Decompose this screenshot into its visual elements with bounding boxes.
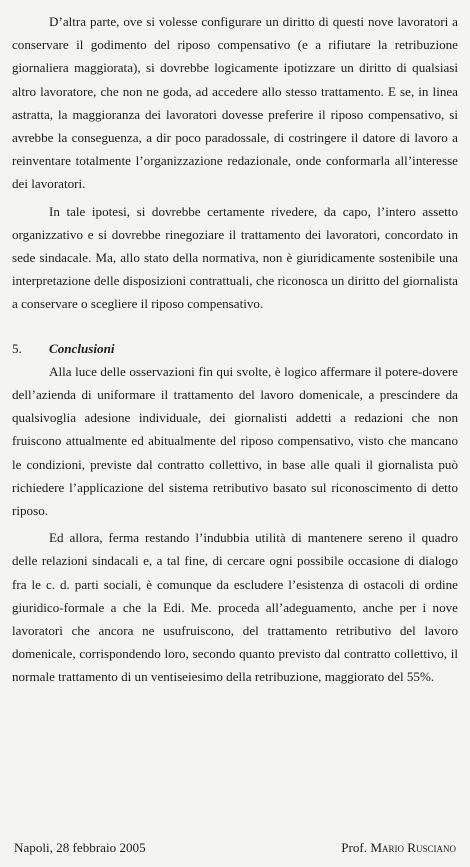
place-date: Napoli, 28 febbraio 2005 bbox=[14, 840, 146, 855]
section-heading bbox=[12, 337, 458, 360]
section-title: Conclusioni bbox=[49, 340, 115, 356]
signature-name: Mario Rusciano bbox=[370, 840, 456, 855]
paragraph-2: In tale ipotesi, si dovrebbe certamente rivedere, da capo, l’intero assetto organizzativo e si dovrebbe rinegoziare il trattamento dei lavoratori, concordato in sede sindacale. Ma, allo stato della normativa, non è giuridicamente sostenibile una interpretazione delle disposizioni contrattuali, che riconosca un diritto del giornalista a conservare o scegliere il riposo compensativo. bbox=[12, 203, 458, 312]
paragraph-3: Alla luce delle osservazioni fin qui svolte, è logico affermare il potere-dovere dell’azienda di uniformare il trattamento del lavoro domenicale, a prescindere da qualsivoglia adesione individuale, dei giornalisti addetti a redazioni che non fruiscono attualmente ed abitualmente del riposo compensativo, visto che mancano le condizioni, previste dal contratto collettivo, in base alle quali il giornalista può richiedere l’applicazione del sistema retributivo basato sul riconoscimento di detto riposo. bbox=[12, 363, 458, 519]
signature-footer bbox=[14, 839, 456, 857]
signature-prefix: Prof. bbox=[341, 840, 371, 855]
section-number: 5. bbox=[12, 340, 22, 356]
signature bbox=[341, 839, 456, 857]
paragraph-1: D’altra parte, ove si volesse configurare un diritto di questi nove lavoratori a conservare il godimento del riposo compensativo (e a rifiutare la retribuzione giornaliera maggiorata), si dovrebbe logicamente ipotizzare un diritto di qualsiasi altro lavoratore, che non ne goda, ad accedere allo stesso trattamento. E se, in linea astratta, la maggioranza dei lavoratori dovesse preferire il riposo compensativo, si avrebbe la conseguenza, a dir poco paradossale, di costringere il datore di lavoro a reinventare totalmente l’organizzazione redazionale, onde conformarla all’interesse dei lavoratori. bbox=[12, 14, 458, 192]
paragraph-4: Ed allora, ferma restando l’indubbia utilità di mantenere sereno il quadro delle relazioni sindacali e, a tal fine, di cercare ogni possibile occasione di dialogo fra le c. d. parti sociali, è comunque da escludere l’esistenza di ostacoli di ordine giuridico-formale a che la Edi. Me. proceda all’adeguamento, anche per i nove lavoratori che ancora ne usufruiscono, del trattamento retributivo del lavoro domenicale, corrispondendo loro, secondo quanto previsto dal contratto collettivo, il normale trattamento di un ventiseiesimo della retribuzione, maggiorato del 55%. bbox=[12, 530, 458, 685]
